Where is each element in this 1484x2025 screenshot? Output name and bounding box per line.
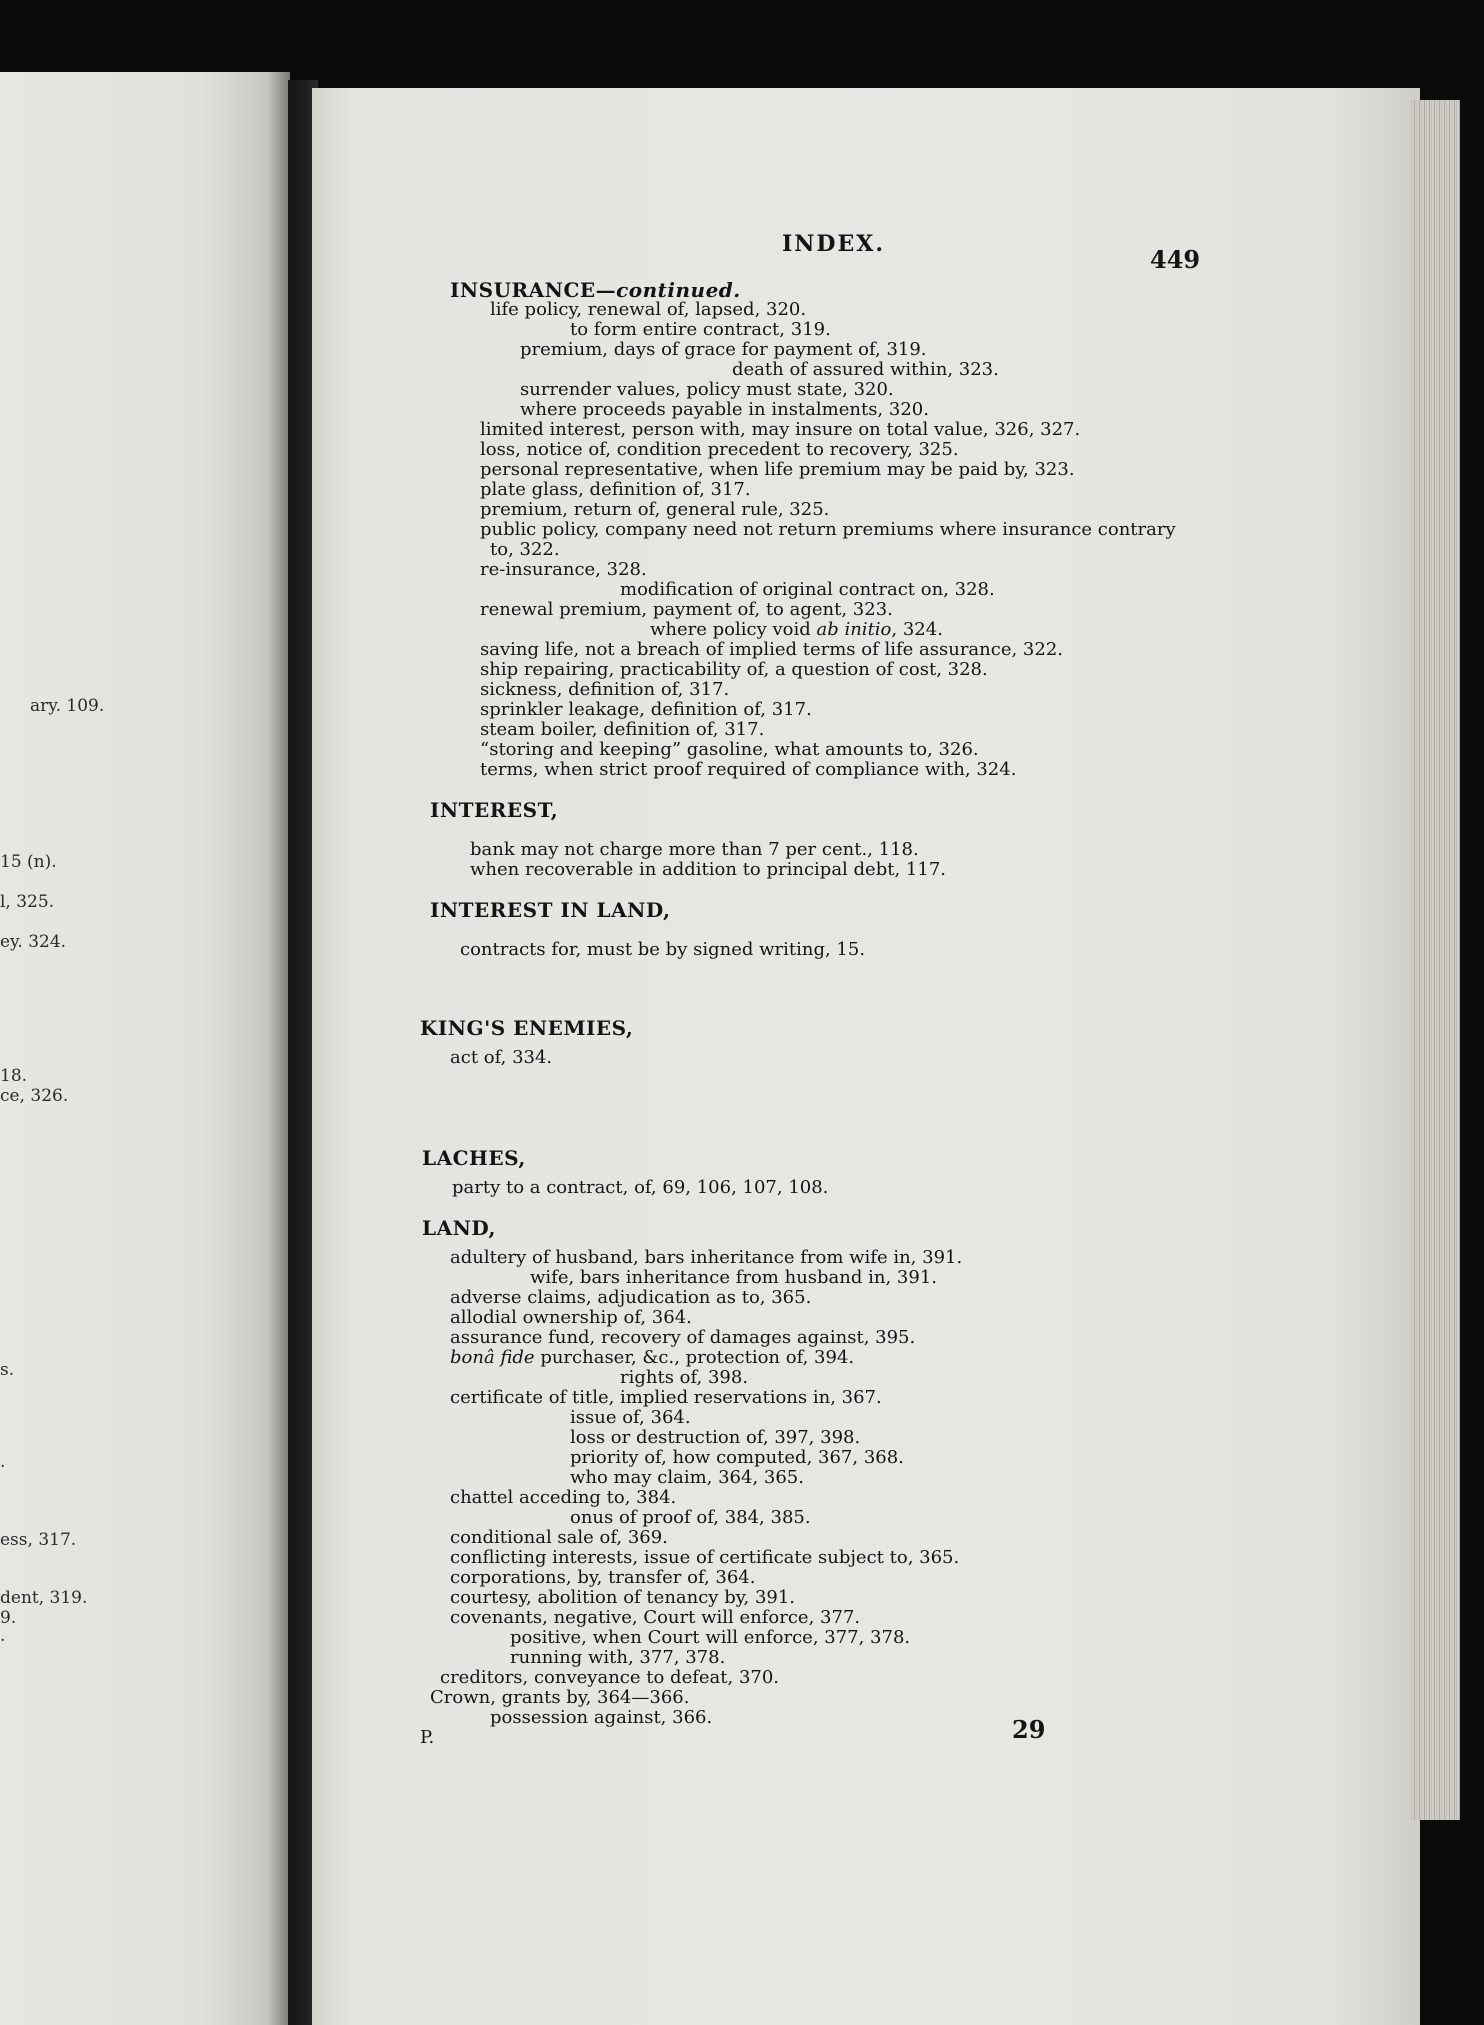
index-entry: who may claim, 364, 365.	[570, 1467, 804, 1488]
latin-term: ab initio	[816, 619, 892, 640]
index-entry: sickness, definition of, 317.	[480, 679, 730, 700]
index-entry: surrender values, policy must state, 320.	[520, 379, 894, 400]
index-entry: limited interest, person with, may insure on total value, 326, 327.	[480, 419, 1081, 440]
left-page-fragment: l, 325.	[0, 892, 55, 912]
index-entry: re-insurance, 328.	[480, 559, 647, 580]
index-entry: conditional sale of, 369.	[450, 1527, 668, 1548]
index-entry: life policy, renewal of, lapsed, 320.	[490, 299, 807, 320]
signature-number: 29	[1012, 1715, 1046, 1744]
running-head: INDEX.	[782, 231, 885, 257]
index-entry: onus of proof of, 384, 385.	[570, 1507, 811, 1528]
latin-term: bonâ fide	[450, 1347, 535, 1368]
index-heading: INTEREST IN LAND,	[430, 898, 671, 922]
index-entry: adverse claims, adjudication as to, 365.	[450, 1287, 812, 1308]
index-entry: saving life, not a breach of implied terms of life assurance, 322.	[480, 639, 1063, 660]
index-entry: death of assured within, 323.	[732, 359, 999, 380]
index-entry: sprinkler leakage, definition of, 317.	[480, 699, 812, 720]
index-entry: possession against, 366.	[490, 1707, 713, 1728]
index-entry: courtesy, abolition of tenancy by, 391.	[450, 1587, 796, 1608]
index-entry: where policy void ab initio, 324.	[650, 619, 943, 640]
left-page-fragment: ce, 326.	[0, 1086, 69, 1106]
index-entry: public policy, company need not return premiums where insurance contrary	[480, 519, 1176, 540]
index-entry: rights of, 398.	[620, 1367, 749, 1388]
index-entry: chattel acceding to, 384.	[450, 1487, 677, 1508]
index-entry: premium, days of grace for payment of, 319.	[520, 339, 927, 360]
left-page-fragment: 9.	[0, 1608, 17, 1628]
index-entry: covenants, negative, Court will enforce, 377.	[450, 1607, 861, 1628]
index-entry: to form entire contract, 319.	[570, 319, 831, 340]
page-number: 449	[1150, 245, 1201, 274]
index-entry: party to a contract, of, 69, 106, 107, 108.	[452, 1177, 829, 1198]
index-entry: bank may not charge more than 7 per cent., 118.	[470, 839, 919, 860]
index-entry: ship repairing, practicability of, a question of cost, 328.	[480, 659, 988, 680]
index-heading: INSURANCE—continued.	[450, 278, 741, 302]
index-entry: when recoverable in addition to principal debt, 117.	[470, 859, 946, 880]
index-entry: modification of original contract on, 328.	[620, 579, 995, 600]
left-page-fragment: ary. 109.	[30, 696, 105, 716]
left-page	[0, 72, 290, 2025]
index-entry: loss, notice of, condition precedent to recovery, 325.	[480, 439, 959, 460]
index-entry: adultery of husband, bars inheritance from wife in, 391.	[450, 1247, 963, 1268]
index-entry: to, 322.	[490, 539, 560, 560]
index-entry: wife, bars inheritance from husband in, 391.	[530, 1267, 937, 1288]
left-page-fragment: s.	[0, 1360, 15, 1380]
left-page-fragment: ey. 324.	[0, 932, 67, 952]
index-entry: issue of, 364.	[570, 1407, 691, 1428]
continued-label: continued.	[616, 278, 741, 302]
left-page-fragment: 15 (n).	[0, 852, 57, 872]
index-entry: assurance fund, recovery of damages against, 395.	[450, 1327, 916, 1348]
index-heading: INTEREST,	[430, 798, 559, 822]
index-entry: premium, return of, general rule, 325.	[480, 499, 830, 520]
index-entry: allodial ownership of, 364.	[450, 1307, 692, 1328]
left-page-fragment: ess, 317.	[0, 1530, 77, 1550]
index-entry: renewal premium, payment of, to agent, 323.	[480, 599, 893, 620]
index-entry: conflicting interests, issue of certificate subject to, 365.	[450, 1547, 960, 1568]
index-entry: terms, when strict proof required of compliance with, 324.	[480, 759, 1017, 780]
index-heading: LACHES,	[422, 1146, 526, 1170]
right-page	[312, 88, 1420, 2025]
index-entry: positive, when Court will enforce, 377, 378.	[510, 1627, 911, 1648]
index-heading: LAND,	[422, 1216, 496, 1240]
index-entry: priority of, how computed, 367, 368.	[570, 1447, 904, 1468]
left-page-fragment: .	[0, 1452, 6, 1472]
index-entry: certificate of title, implied reservations in, 367.	[450, 1387, 882, 1408]
index-entry: where proceeds payable in instalments, 320.	[520, 399, 929, 420]
index-entry: personal representative, when life premium may be paid by, 323.	[480, 459, 1075, 480]
index-entry: running with, 377, 378.	[510, 1647, 726, 1668]
index-entry: “storing and keeping” gasoline, what amounts to, 326.	[480, 739, 979, 760]
signature-letter: P.	[420, 1727, 435, 1748]
index-entry: loss or destruction of, 397, 398.	[570, 1427, 861, 1448]
index-entry: bonâ fide purchaser, &c., protection of, 394.	[450, 1347, 855, 1368]
index-entry: Crown, grants by, 364—366.	[430, 1687, 690, 1708]
left-page-fragment: .	[0, 1626, 6, 1646]
index-entry: act of, 334.	[450, 1047, 553, 1068]
index-entry: creditors, conveyance to defeat, 370.	[440, 1667, 780, 1688]
index-entry: plate glass, definition of, 317.	[480, 479, 751, 500]
left-page-fragment: dent, 319.	[0, 1588, 88, 1608]
index-heading: KING'S ENEMIES,	[420, 1016, 634, 1040]
index-entry: contracts for, must be by signed writing, 15.	[460, 939, 866, 960]
left-page-fragment: 18.	[0, 1066, 28, 1086]
page-edges	[1410, 100, 1460, 1820]
index-entry: corporations, by, transfer of, 364.	[450, 1567, 756, 1588]
index-entry: steam boiler, definition of, 317.	[480, 719, 765, 740]
